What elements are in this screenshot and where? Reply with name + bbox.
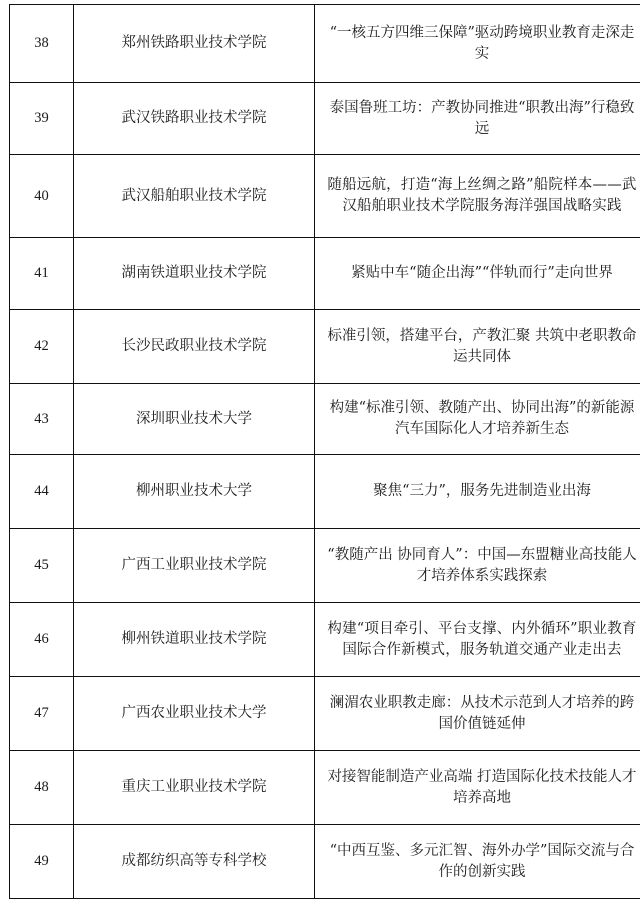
school-name: 成都纺织高等专科学校 [74,825,315,899]
row-number: 38 [10,5,74,83]
case-title: 构建“项目牵引、平台支撑、内外循环”职业教育国际合作新模式，服务轨道交通产业走出去 [327,620,637,658]
case-title: “中西互鉴、多元汇智、海外办学”国际交流与合作的创新实践 [329,842,635,880]
table-row [10,83,640,155]
case-title: 紧贴中车“随企出海”“伴轨而行”走向世界 [351,265,613,281]
row-number: 46 [10,603,74,677]
school-name: 武汉船舶职业技术学院 [74,155,315,238]
case-title: 随船远航，打造“海上丝绸之路”船院样本——武汉船舶职业技术学院服务海洋强国战略实践 [327,177,637,214]
table-row [10,238,640,310]
case-title: 构建“标准引领、教随产出、协同出海”的新能源汽车国际化人才培养新生态 [329,400,635,437]
table-row [10,455,640,529]
school-name: 武汉铁路职业技术学院 [74,83,315,155]
row-number: 39 [10,83,74,155]
row-number: 48 [10,751,74,825]
table-row [10,751,640,825]
table-row [10,155,640,238]
school-name: 柳州铁道职业技术学院 [74,603,315,677]
table-row [10,677,640,751]
case-title: “一核五方四维三保障”驱动跨境职业教育走深走实 [329,24,635,62]
school-name: 湖南铁道职业技术学院 [74,238,315,310]
case-title: “教随产出 协同育人”：中国—东盟糖业高技能人才培养体系实践探索 [327,546,637,584]
case-title: 对接智能制造产业高端 打造国际化技术技能人才培养高地 [327,768,637,806]
case-title: 澜湄农业职教走廊：从技术示范到人才培养的跨国价值链延伸 [329,694,635,732]
case-title: 聚焦“三力”，服务先进制造业出海 [373,483,591,499]
table-row [10,603,640,677]
table-row [10,5,640,83]
row-number: 44 [10,455,74,529]
school-name: 广西农业职业技术大学 [74,677,315,751]
school-name: 郑州铁路职业技术学院 [74,5,315,83]
school-name: 重庆工业职业技术学院 [74,751,315,825]
row-number: 42 [10,310,74,384]
row-number: 40 [10,155,74,238]
school-name: 广西工业职业技术学院 [74,529,315,603]
school-name: 柳州职业技术大学 [74,455,315,529]
row-number: 41 [10,238,74,310]
case-title: 标准引领，搭建平台，产教汇聚 共筑中老职教命运共同体 [327,327,637,365]
table-row [10,384,640,455]
table-row [10,310,640,384]
table-row [10,529,640,603]
school-case-table [9,4,640,899]
row-number: 43 [10,384,74,455]
row-number: 49 [10,825,74,899]
row-number: 45 [10,529,74,603]
row-number: 47 [10,677,74,751]
case-title: 泰国鲁班工坊：产教协同推进“职教出海”行稳致远 [329,99,635,137]
school-name: 长沙民政职业技术学院 [74,310,315,384]
school-name: 深圳职业技术大学 [74,384,315,455]
table-row [10,825,640,899]
